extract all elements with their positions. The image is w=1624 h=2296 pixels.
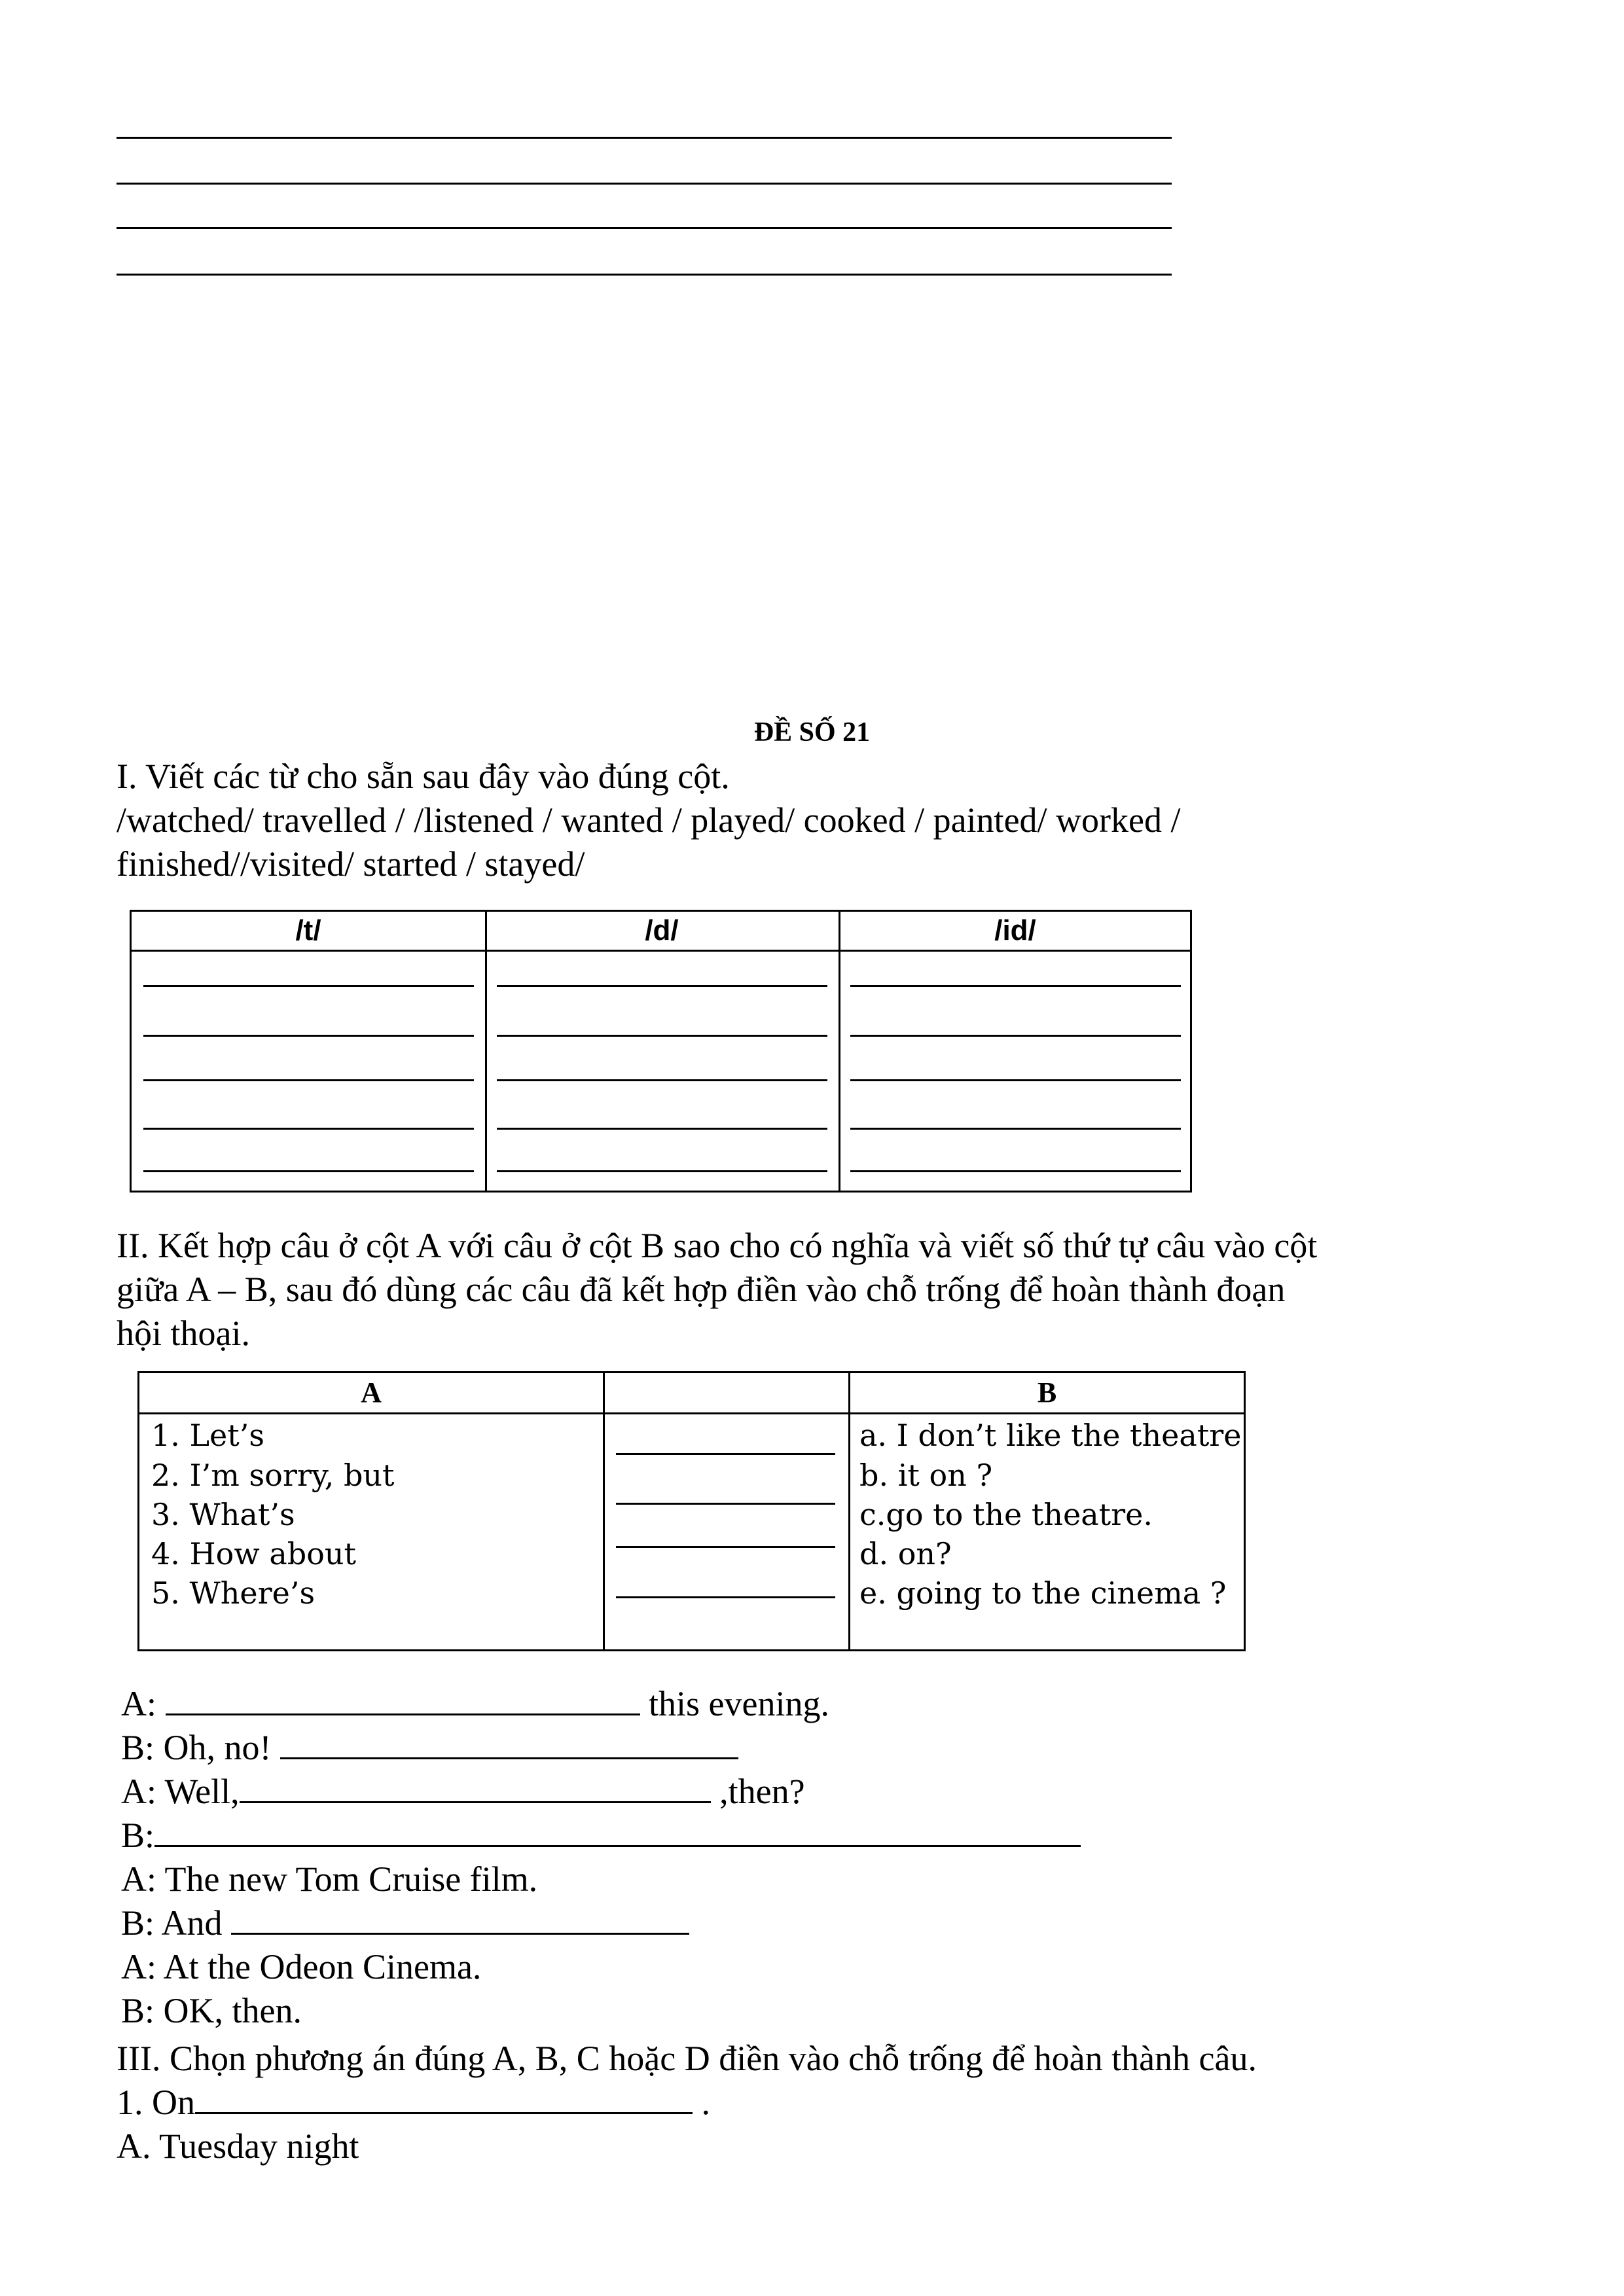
- dialogue-line-5: A: The new Tom Cruise film.: [121, 1859, 538, 1899]
- col-a-item: 4. How about: [151, 1536, 356, 1571]
- dialogue-line-4: B:: [121, 1814, 1081, 1857]
- part2-heading-line2: giữa A – B, sau đó dùng các câu đã kết hợp điền vào chỗ trống để hoàn thành đoạn: [117, 1270, 1286, 1309]
- writing-line[interactable]: [117, 274, 1172, 276]
- match-blank[interactable]: [616, 1503, 835, 1505]
- part2-heading-line1: II. Kết hợp câu ở cột A với câu ở cột B sao cho có nghĩa và viết số thứ tự câu vào cột: [117, 1226, 1318, 1265]
- match-blank[interactable]: [616, 1546, 835, 1548]
- answer-blank[interactable]: [143, 1079, 474, 1081]
- part1-heading: I. Viết các từ cho sẵn sau đây vào đúng cột.: [117, 757, 730, 796]
- part3-question-1: 1. On .: [117, 2083, 710, 2122]
- answer-blank[interactable]: [850, 1170, 1181, 1172]
- answer-blank[interactable]: [143, 985, 474, 987]
- answer-blank[interactable]: [850, 1128, 1181, 1130]
- question-blank[interactable]: [195, 2082, 693, 2114]
- answer-blank[interactable]: [143, 1035, 474, 1037]
- answer-blank[interactable]: [497, 985, 827, 987]
- section-title: ĐỀ SỐ 21: [753, 717, 871, 747]
- col-a-item: 1. Let’s: [151, 1418, 264, 1453]
- answer-blank[interactable]: [497, 1079, 827, 1081]
- dialogue-blank[interactable]: [166, 1683, 640, 1715]
- sound-sort-table: [130, 910, 1192, 1193]
- dialogue-line-6: B: And: [121, 1901, 689, 1945]
- header-d: /d/: [645, 914, 679, 946]
- dialogue-line-2: B: Oh, no!: [121, 1726, 738, 1770]
- match-blank[interactable]: [616, 1596, 835, 1598]
- answer-blank[interactable]: [497, 1128, 827, 1130]
- answer-blank[interactable]: [497, 1170, 827, 1172]
- answer-blank[interactable]: [143, 1128, 474, 1130]
- part3-option-a: A. Tuesday night: [117, 2126, 359, 2166]
- matching-table: [137, 1371, 1246, 1651]
- part1-words-line2: finished//visited/ started / stayed/: [117, 844, 585, 884]
- col-a-item: 3. What’s: [151, 1497, 295, 1532]
- dialogue-blank[interactable]: [280, 1727, 738, 1759]
- dialogue-blank[interactable]: [231, 1903, 689, 1935]
- header-t: /t/: [295, 914, 321, 946]
- dialogue-blank[interactable]: [154, 1815, 1081, 1847]
- col-a-item: 5. Where’s: [151, 1575, 316, 1611]
- col-b-item: a. I don’t like the theatre: [859, 1418, 1242, 1453]
- answer-blank[interactable]: [143, 1170, 474, 1172]
- dialogue-line-8: B: OK, then.: [121, 1991, 302, 2030]
- dialogue-line-3: A: Well, ,then?: [121, 1772, 805, 1811]
- part2-heading-line3: hội thoại.: [117, 1314, 250, 1353]
- answer-blank[interactable]: [850, 1035, 1181, 1037]
- col-b-item: b. it on ?: [859, 1458, 993, 1493]
- col-b-item: e. going to the cinema ?: [859, 1575, 1227, 1611]
- col-a-item: 2. I’m sorry, but: [151, 1458, 395, 1493]
- col-b-item: d. on?: [859, 1536, 952, 1571]
- dialogue-line-7: A: At the Odeon Cinema.: [121, 1947, 482, 1986]
- part3-heading: III. Chọn phương án đúng A, B, C hoặc D điền vào chỗ trống để hoàn thành câu.: [117, 2039, 1257, 2078]
- header-id: /id/: [994, 914, 1036, 946]
- match-blank[interactable]: [616, 1453, 835, 1455]
- writing-line[interactable]: [117, 183, 1172, 185]
- answer-blank[interactable]: [850, 985, 1181, 987]
- col-a-header: A: [361, 1376, 382, 1408]
- part1-words-line1: /watched/ travelled / /listened / wanted / played/ cooked / painted/ worked /: [117, 800, 1181, 840]
- col-b-header: B: [1037, 1376, 1057, 1408]
- dialogue-blank[interactable]: [240, 1771, 711, 1803]
- writing-line[interactable]: [117, 137, 1172, 139]
- dialogue-line-1: A: this evening.: [121, 1684, 829, 1723]
- col-b-item: c.go to the theatre.: [859, 1497, 1153, 1532]
- answer-blank[interactable]: [850, 1079, 1181, 1081]
- answer-blank[interactable]: [497, 1035, 827, 1037]
- writing-line[interactable]: [117, 227, 1172, 229]
